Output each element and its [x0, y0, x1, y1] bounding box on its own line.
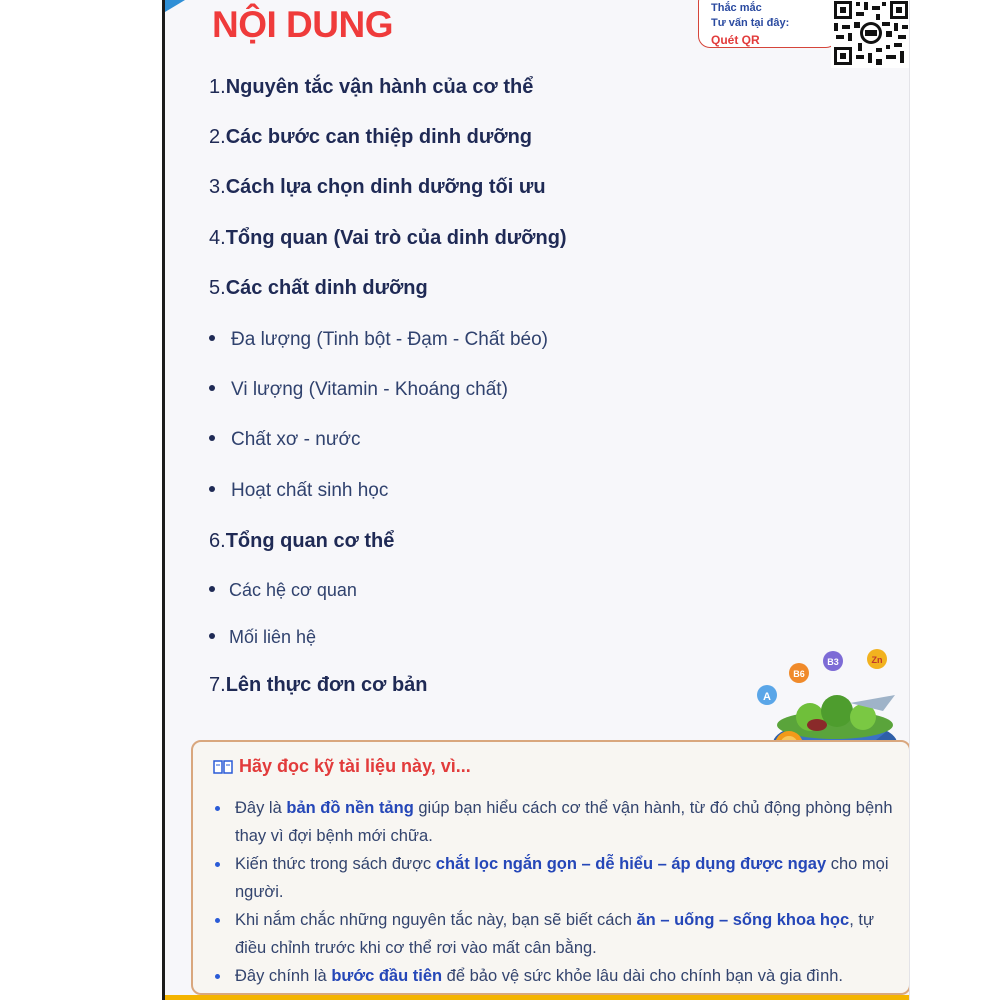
toc-item-2[interactable]: 2.Các bước can thiệp dinh dưỡng [209, 126, 532, 148]
toc-subitem-micronutrients[interactable]: Vi lượng (Vitamin - Khoáng chất) [209, 379, 508, 401]
toc-subitem-relationships[interactable]: Mối liên hệ [209, 627, 316, 648]
page-title: NỘI DUNG [212, 4, 393, 45]
list-item: Kiến thức trong sách được chắt lọc ngắn gọn – dễ hiểu – áp dụng được ngay cho mọi người. [211, 850, 901, 906]
bullet-icon [209, 633, 215, 639]
bullet-icon [209, 385, 215, 391]
document-page [162, 0, 910, 1000]
vitamin-badges [757, 649, 887, 705]
toc-item-7[interactable]: 7.Lên thực đơn cơ bản [209, 674, 428, 696]
bullet-icon [215, 806, 220, 811]
qr-callout [698, 0, 838, 48]
badge-b3: B3 [827, 657, 839, 667]
toc-item-3[interactable]: 3.Cách lựa chọn dinh dưỡng tối ưu [209, 176, 546, 198]
bullet-icon [209, 486, 215, 492]
bullet-icon [215, 862, 220, 867]
qr-callout-line-3[interactable]: Quét QR [711, 33, 760, 47]
qr-callout-line-1: Thắc mắc [711, 2, 762, 14]
bottom-accent-bar [165, 995, 909, 1000]
bullet-icon [209, 435, 215, 441]
toc-subitem-macronutrients[interactable]: Đa lượng (Tinh bột - Đạm - Chất béo) [209, 329, 548, 351]
badge-zn: Zn [871, 655, 883, 665]
badge-b6: B6 [793, 669, 805, 679]
book-icon [213, 759, 233, 775]
bullet-icon [209, 335, 215, 341]
qr-code-icon[interactable] [831, 0, 910, 68]
bullet-icon [209, 586, 215, 592]
toc-subitem-fiber-water[interactable]: Chất xơ - nước [209, 429, 361, 451]
toc-item-5[interactable]: 5.Các chất dinh dưỡng [209, 277, 428, 299]
toc-item-1[interactable]: 1.Nguyên tắc vận hành của cơ thể [209, 76, 534, 98]
callout-list [211, 794, 901, 990]
toc-subitem-organ-systems[interactable]: Các hệ cơ quan [209, 580, 357, 601]
corner-tab [165, 0, 185, 12]
toc-item-6[interactable]: 6.Tổng quan cơ thể [209, 530, 395, 552]
toc-subitem-bioactive[interactable]: Hoạt chất sinh học [209, 480, 388, 502]
callout-heading: Hãy đọc kỹ tài liệu này, vì... [213, 756, 471, 777]
list-item: Đây là bản đồ nền tảng giúp bạn hiểu cách cơ thể vận hành, từ đó chủ động phòng bệnh thay vì đợi bệnh mới chữa. [211, 794, 901, 850]
list-item: Đây chính là bước đầu tiên để bảo vệ sức khỏe lâu dài cho chính bạn và gia đình. [211, 962, 901, 990]
bullet-icon [215, 974, 220, 979]
bullet-icon [215, 918, 220, 923]
read-carefully-callout [191, 740, 910, 995]
toc-item-4[interactable]: 4.Tổng quan (Vai trò của dinh dưỡng) [209, 227, 567, 249]
qr-callout-line-2: Tư vấn tại đây: [711, 17, 790, 29]
badge-a: A [763, 691, 771, 703]
list-item: Khi nắm chắc những nguyên tắc này, bạn sẽ biết cách ăn – uống – sống khoa học, tự điều chỉnh trước khi cơ thể rơi vào mất cân bằng. [211, 906, 901, 962]
